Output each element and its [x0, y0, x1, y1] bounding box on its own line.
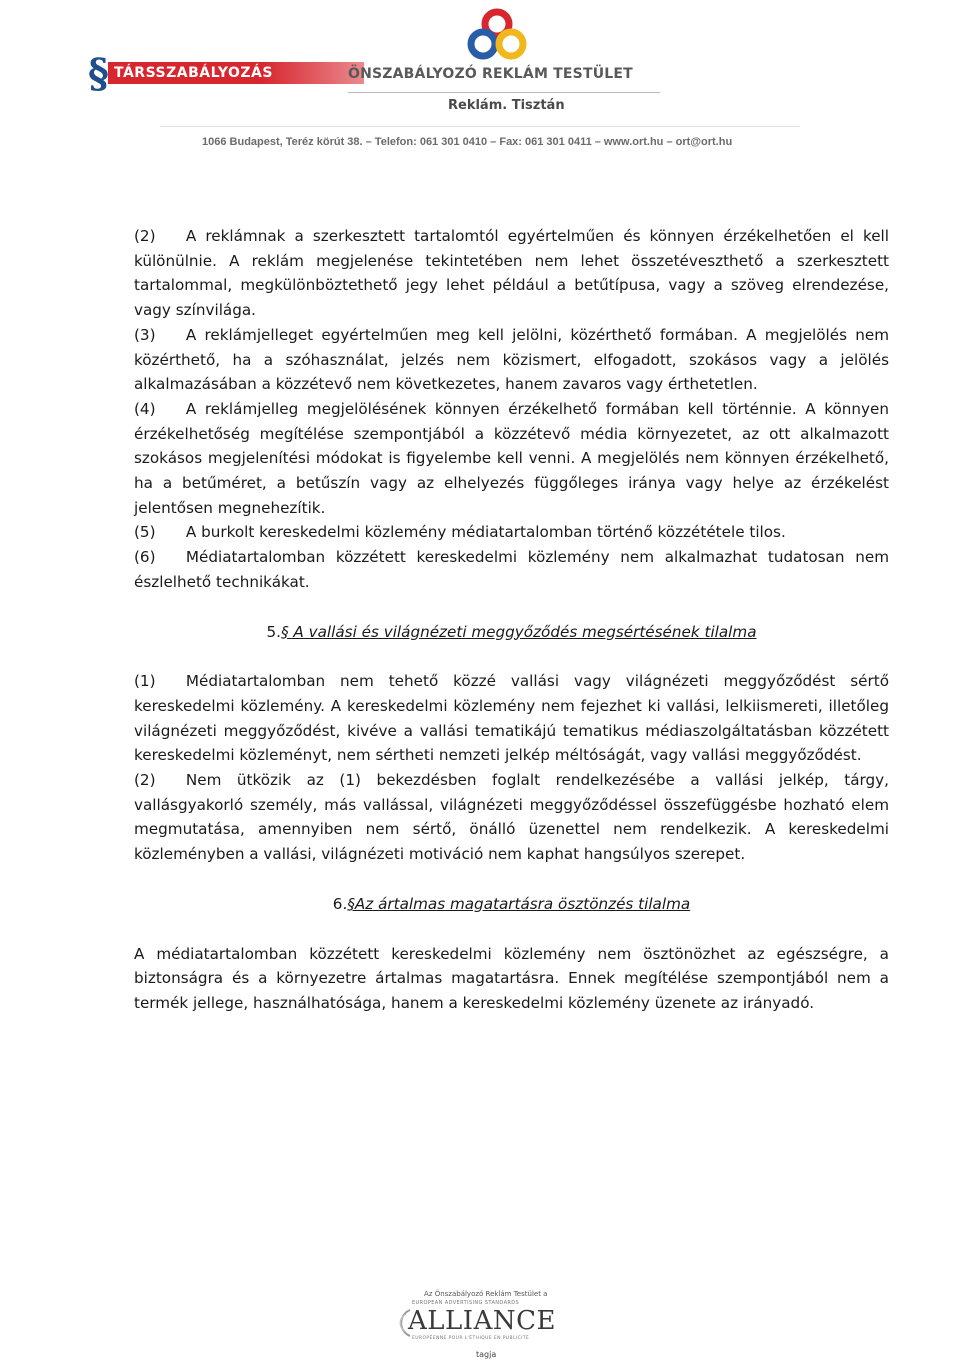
paragraph: (2) A reklámnak a szerkesztett tartalomtól egyértelműen és könnyen érzékelhetően el kell különülnie. A reklám megjelenése tekintetében nem lehet összetéveszthető a szerkesztett tartalommal, megkülönböztethető jegy lehet például a betűtípusa, vagy a szöveg elrendezése, vagy színvilága.: [134, 227, 889, 320]
tarsszabalyozas-logo-text: TÁRSSZABÁLYOZÁS: [114, 65, 273, 81]
ort-organization-name: ÖNSZABÁLYOZÓ REKLÁM TESTÜLET: [348, 66, 633, 82]
ort-emblem-icon: [464, 4, 530, 66]
member-label: tagja: [476, 1350, 497, 1359]
divider: [348, 92, 660, 93]
section-number: 6.: [332, 894, 348, 913]
alliance-footer-logo: [384, 1290, 556, 1360]
paragraph: (4) A reklámjelleg megjelölésének könnyen érzékelhető formában kell történnie. A könnyen érzékelhetőség megítélése szempontjából a közzétevő média környezetet, az ott alkalmazott szokásos megjelenítési módokat is figyelembe kell venni. A megjelölés nem könnyen érzékelhető, ha a betűméret, a betűszín vagy az elhelyezés függőleges iránya vagy helye az érzékelést jelentősen megnehezítik.: [134, 399, 889, 517]
section-heading-5: [134, 620, 889, 645]
paragraph: (1) Médiatartalomban nem tehető közzé vallási vagy világnézeti meggyőződést sértő kereskedelmi közlemény. A kereskedelmi közlemény nem fejezhet ki vallási, lelkiismereti, illetőleg világnézeti meggyőződést, kivéve a vallási tematikájú tematikus médiaszolgáltatásban közzétett kereskedelmi közleményt, nem sértheti nemzeti jelkép méltóságát, vagy vallási meggyőződést.: [134, 672, 889, 765]
document-body: [134, 224, 889, 1016]
footer-caption: Az Önszabályozó Reklám Testület a: [424, 1290, 548, 1298]
paragraph: (5) A burkolt kereskedelmi közlemény médiatartalomban történő közzététele tilos.: [134, 523, 786, 542]
contact-line: 1066 Budapest, Teréz körút 38. – Telefon: 061 301 0410 – Fax: 061 301 0411 – www.ort.hu – ort@ort.hu: [202, 136, 733, 148]
paragraph: A médiatartalomban közzétett kereskedelmi közlemény nem ösztönözhet az egészségre, a biztonságra és a környezetre ártalmas magatartásra. Ennek megítélése szempontjából nem a termék jellege, használhatósága, hanem a kereskedelmi közlemény üzenete az irányadó.: [134, 944, 889, 1012]
alliance-subtitle: EUROPÉENNE POUR L'ÉTHIQUE EN PUBLICITÉ: [412, 1336, 530, 1341]
section-heading-6: [134, 892, 889, 917]
letterhead: [0, 0, 960, 160]
section-number: 5.: [266, 622, 281, 641]
section-title: §Az ártalmas magatartásra ösztönzés tilalma: [347, 894, 691, 913]
paragraph: (2) Nem ütközik az (1) bekezdésben foglalt rendelkezésébe a vallási jelkép, tárgy, vallásgyakorló személy, más vallással, világnézeti meggyőződéssel összefüggésbe hozható elem megmutatása, amennyiben nem sértő, önálló üzenettel nem rendelkezik. A kereskedelmi közleményben a vallási, világnézeti motiváció nem kaphat hangsúlyos szerepet.: [134, 771, 889, 864]
paragraph: (3) A reklámjelleget egyértelműen meg kell jelölni, közérthető formában. A megjelölés nem közérthető, ha a szóhasználat, jelzés nem közismert, elfogadott, szokásos vagy a jelölés alkalmazásában a közzétevő nem következetes, hanem zavaros vagy érthetetlen.: [134, 325, 889, 394]
paragraph: (6) Médiatartalomban közzétett kereskedelmi közlemény nem alkalmazhat tudatosan nem észlelhető technikákat.: [134, 548, 889, 591]
section-title: § A vallási és világnézeti meggyőződés megsértésének tilalma: [280, 622, 757, 641]
alliance-wordmark: ALLIANCE: [408, 1306, 556, 1336]
eas-text: EUROPEAN ADVERTISING STANDARDS: [412, 1300, 520, 1306]
section-sign-icon: §: [88, 50, 109, 97]
ort-tagline: Reklám. Tisztán: [448, 98, 565, 113]
